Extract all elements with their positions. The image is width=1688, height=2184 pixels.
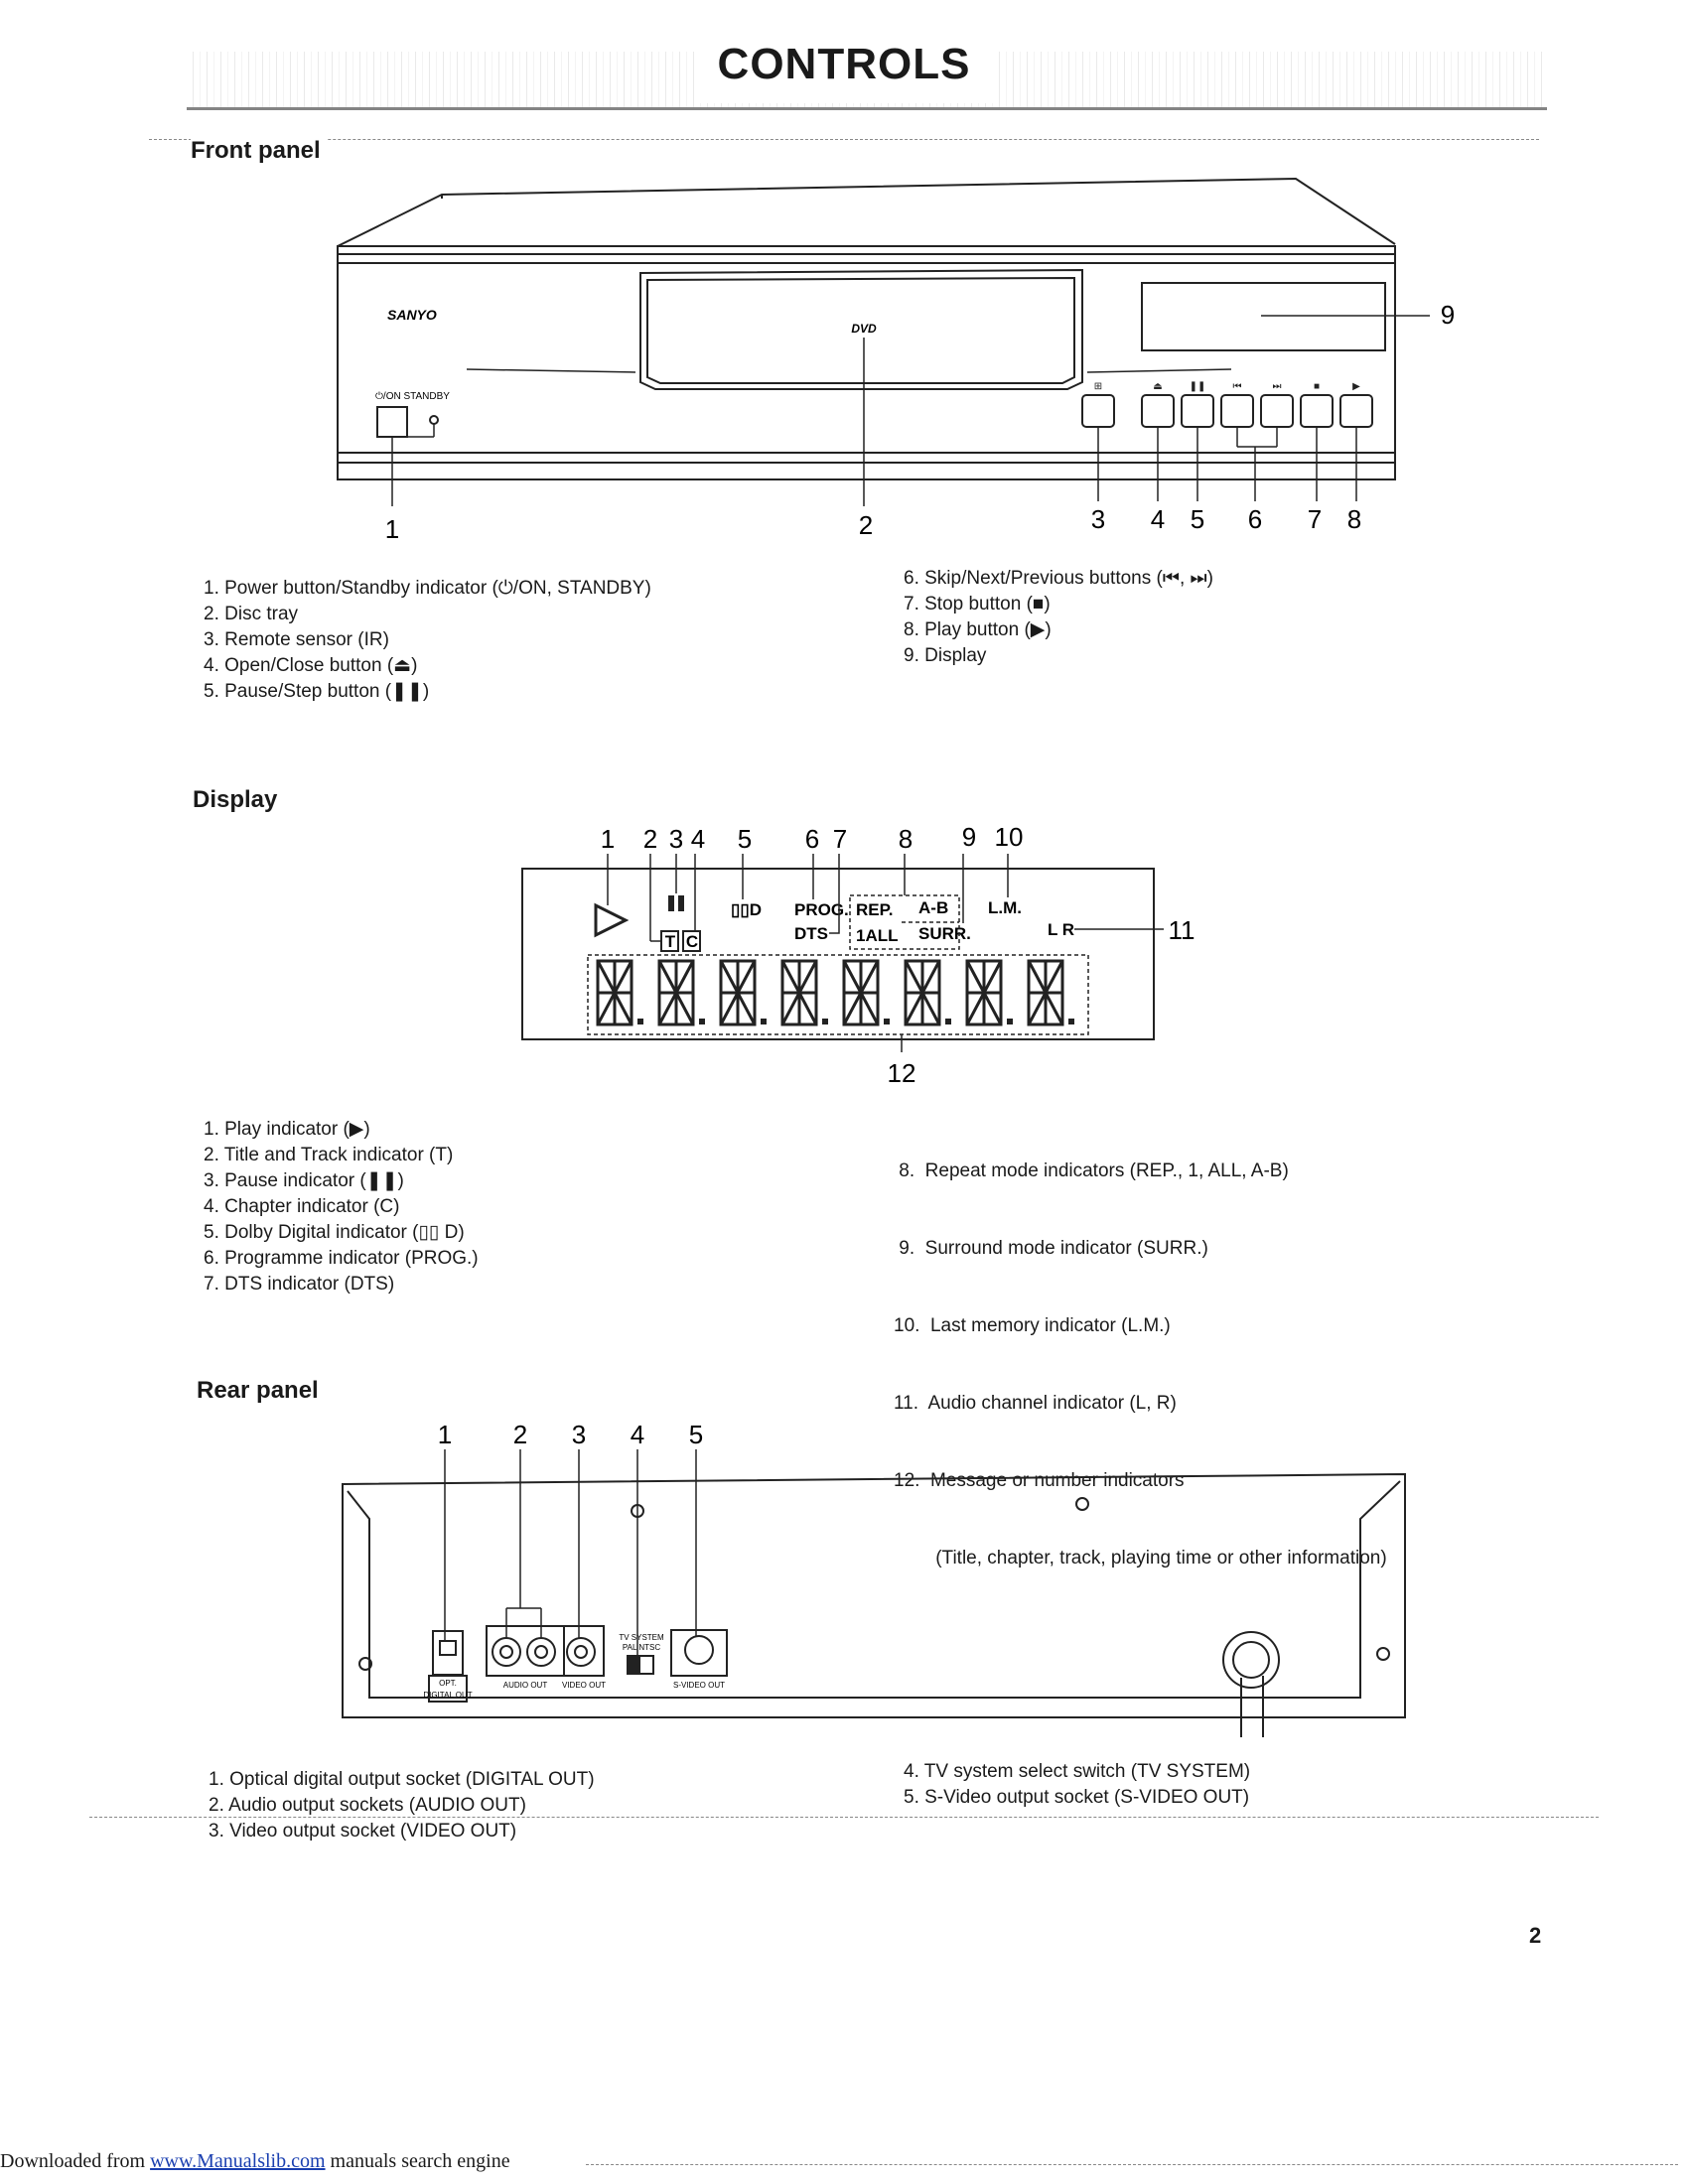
list-item: 1. Power button/Standby indicator (⏻/ON, STANDBY) [204, 578, 651, 599]
list-item: 6. Programme indicator (PROG.) [204, 1248, 479, 1269]
segment-dot [699, 1019, 705, 1024]
one-all-indicator: 1ALL [856, 926, 899, 945]
list-item: 5. S-Video output socket (S-VIDEO OUT) [904, 1787, 1250, 1808]
display-callout-10: 10 [994, 822, 1024, 852]
segment-dot [761, 1019, 767, 1024]
rear-callout-2: 2 [512, 1420, 528, 1449]
segment-dot [945, 1019, 951, 1024]
list-item: 8. Repeat mode indicators (REP., 1, ALL, A-B) [894, 1160, 1289, 1181]
rear-callout-4: 4 [630, 1420, 645, 1449]
segment-dot [884, 1019, 890, 1024]
svg-text:⏭: ⏭ [1272, 381, 1282, 392]
display-callout-2: 2 [642, 824, 658, 854]
list-item: 1. Optical digital output socket (DIGITAL OUT) [209, 1769, 595, 1790]
list-item: 8. Play button (▶) [904, 619, 1052, 640]
segment-digit [906, 961, 939, 1024]
rear-panel-diagram [0, 1420, 1688, 1747]
page-title: CONTROLS [717, 40, 971, 88]
segment-digit [659, 961, 693, 1024]
list-item: 2. Title and Track indicator (T) [204, 1145, 454, 1165]
list-item: 10. Last memory indicator (L.M.) [894, 1315, 1171, 1336]
list-item: 3. Pause indicator (❚❚) [204, 1170, 404, 1191]
front-panel-diagram [0, 0, 1688, 556]
list-item: 5. Pause/Step button (❚❚) [204, 681, 430, 702]
front-callout-6: 6 [1247, 504, 1263, 534]
rear-callout-3: 3 [571, 1420, 587, 1449]
segment-digit [598, 961, 632, 1024]
list-item: 2. Disc tray [204, 604, 299, 624]
display-callout-1: 1 [600, 824, 616, 854]
lr-indicator: L R [1048, 920, 1075, 939]
segment-digit [782, 961, 816, 1024]
display-callout-6: 6 [804, 824, 820, 854]
display-callout-4: 4 [690, 824, 706, 854]
front-panel-list-left [204, 576, 651, 705]
footer-rule [586, 2164, 1678, 2165]
surr-indicator: SURR. [918, 924, 971, 943]
display-callout-8: 8 [898, 824, 914, 854]
front-callout-7: 7 [1307, 504, 1323, 534]
display-callout-9: 9 [961, 822, 977, 852]
svg-text:❚❚: ❚❚ [1189, 381, 1206, 392]
svg-text:▶: ▶ [1352, 381, 1360, 392]
list-item: 9. Surround mode indicator (SURR.) [894, 1238, 1208, 1259]
list-item: 4. Chapter indicator (C) [204, 1196, 400, 1217]
dts-indicator: DTS [794, 924, 828, 943]
list-item: 4. Open/Close button (⏏) [204, 655, 418, 676]
tv-system-label: TV SYSTEM [619, 1633, 664, 1642]
rear-callout-5: 5 [688, 1420, 704, 1449]
display-diagram [0, 814, 1688, 1092]
list-item: 7. DTS indicator (DTS) [204, 1274, 395, 1295]
segment-digit [1029, 961, 1062, 1024]
lm-indicator: L.M. [988, 898, 1022, 917]
front-callout-5: 5 [1190, 504, 1205, 534]
display-callout-12: 12 [887, 1058, 916, 1088]
list-item: 1. Play indicator (▶) [204, 1119, 370, 1140]
list-item: 6. Skip/Next/Previous buttons (⏮, ⏭) [904, 568, 1213, 589]
front-callout-8: 8 [1346, 504, 1362, 534]
ab-indicator: A-B [918, 898, 949, 917]
segment-dot [1068, 1019, 1074, 1024]
display-callout-5: 5 [737, 824, 753, 854]
list-item: 3. Remote sensor (IR) [204, 629, 389, 650]
rear-panel-heading: Rear panel [197, 1377, 319, 1404]
front-panel-heading: Front panel [191, 137, 327, 165]
segment-digit [721, 961, 755, 1024]
manualslib-link[interactable]: www.Manualslib.com [150, 2150, 326, 2172]
pal-ntsc-label: PAL NTSC [622, 1643, 661, 1652]
page-number: 2 [1529, 1923, 1542, 1948]
segment-digit [844, 961, 878, 1024]
front-callout-9: 9 [1440, 300, 1456, 330]
prog-indicator: PROG. [794, 900, 849, 919]
svg-text:⏮: ⏮ [1232, 381, 1242, 392]
audio-out-label: AUDIO OUT [502, 1681, 548, 1690]
list-item: 2. Audio output sockets (AUDIO OUT) [209, 1795, 526, 1816]
brand-label: SANYO [387, 307, 437, 323]
list-item: 7. Stop button (■) [904, 594, 1051, 614]
list-item: 5. Dolby Digital indicator (▯▯ D) [204, 1222, 465, 1243]
title-track-indicator: T [664, 932, 676, 951]
list-item: 3. Video output socket (VIDEO OUT) [209, 1821, 517, 1842]
svg-text:⊞: ⊞ [1093, 381, 1103, 392]
dolby-indicator: ▯▯D [731, 900, 762, 919]
digital-out-label: DIGITAL OUT [423, 1691, 473, 1700]
display-list-left [204, 1117, 479, 1297]
display-heading: Display [193, 786, 278, 813]
list-item: 9. Display [904, 645, 987, 666]
opt-label: OPT. [439, 1679, 457, 1688]
list-item: (Title, chapter, track, playing time or other information) [894, 1548, 1387, 1569]
svideo-label: S-VIDEO OUT [672, 1681, 726, 1690]
footer-suffix: manuals search engine [325, 2150, 510, 2172]
segment-dot [1007, 1019, 1013, 1024]
svg-text:⏏: ⏏ [1153, 381, 1163, 392]
video-out-label: VIDEO OUT [561, 1681, 607, 1690]
rear-panel-list-left [209, 1767, 595, 1844]
footer-prefix: Downloaded from [0, 2150, 151, 2172]
front-panel-list-right [904, 566, 1213, 669]
segment-digit [967, 961, 1001, 1024]
svg-text:■: ■ [1313, 381, 1321, 392]
chapter-indicator: C [685, 932, 699, 951]
display-callout-11: 11 [1168, 915, 1196, 945]
rear-callout-1: 1 [437, 1420, 453, 1449]
front-callout-4: 4 [1150, 504, 1166, 534]
rep-indicator: REP. [856, 900, 894, 919]
power-label: ⏻/ON STANDBY [375, 391, 450, 402]
front-callout-2: 2 [858, 510, 874, 540]
front-callout-3: 3 [1090, 504, 1106, 534]
display-callout-3: 3 [668, 824, 684, 854]
footer [0, 2150, 510, 2173]
dvd-logo: DVD [851, 322, 877, 336]
segment-dot [637, 1019, 643, 1024]
list-item: 12. Message or number indicators [894, 1470, 1185, 1491]
rear-panel-list-right [904, 1759, 1250, 1811]
section-rule [89, 1817, 1599, 1818]
display-callout-7: 7 [832, 824, 848, 854]
front-callout-1: 1 [384, 514, 400, 544]
list-item: 4. TV system select switch (TV SYSTEM) [904, 1761, 1251, 1782]
list-item: 11. Audio channel indicator (L, R) [894, 1393, 1177, 1414]
segment-dot [822, 1019, 828, 1024]
